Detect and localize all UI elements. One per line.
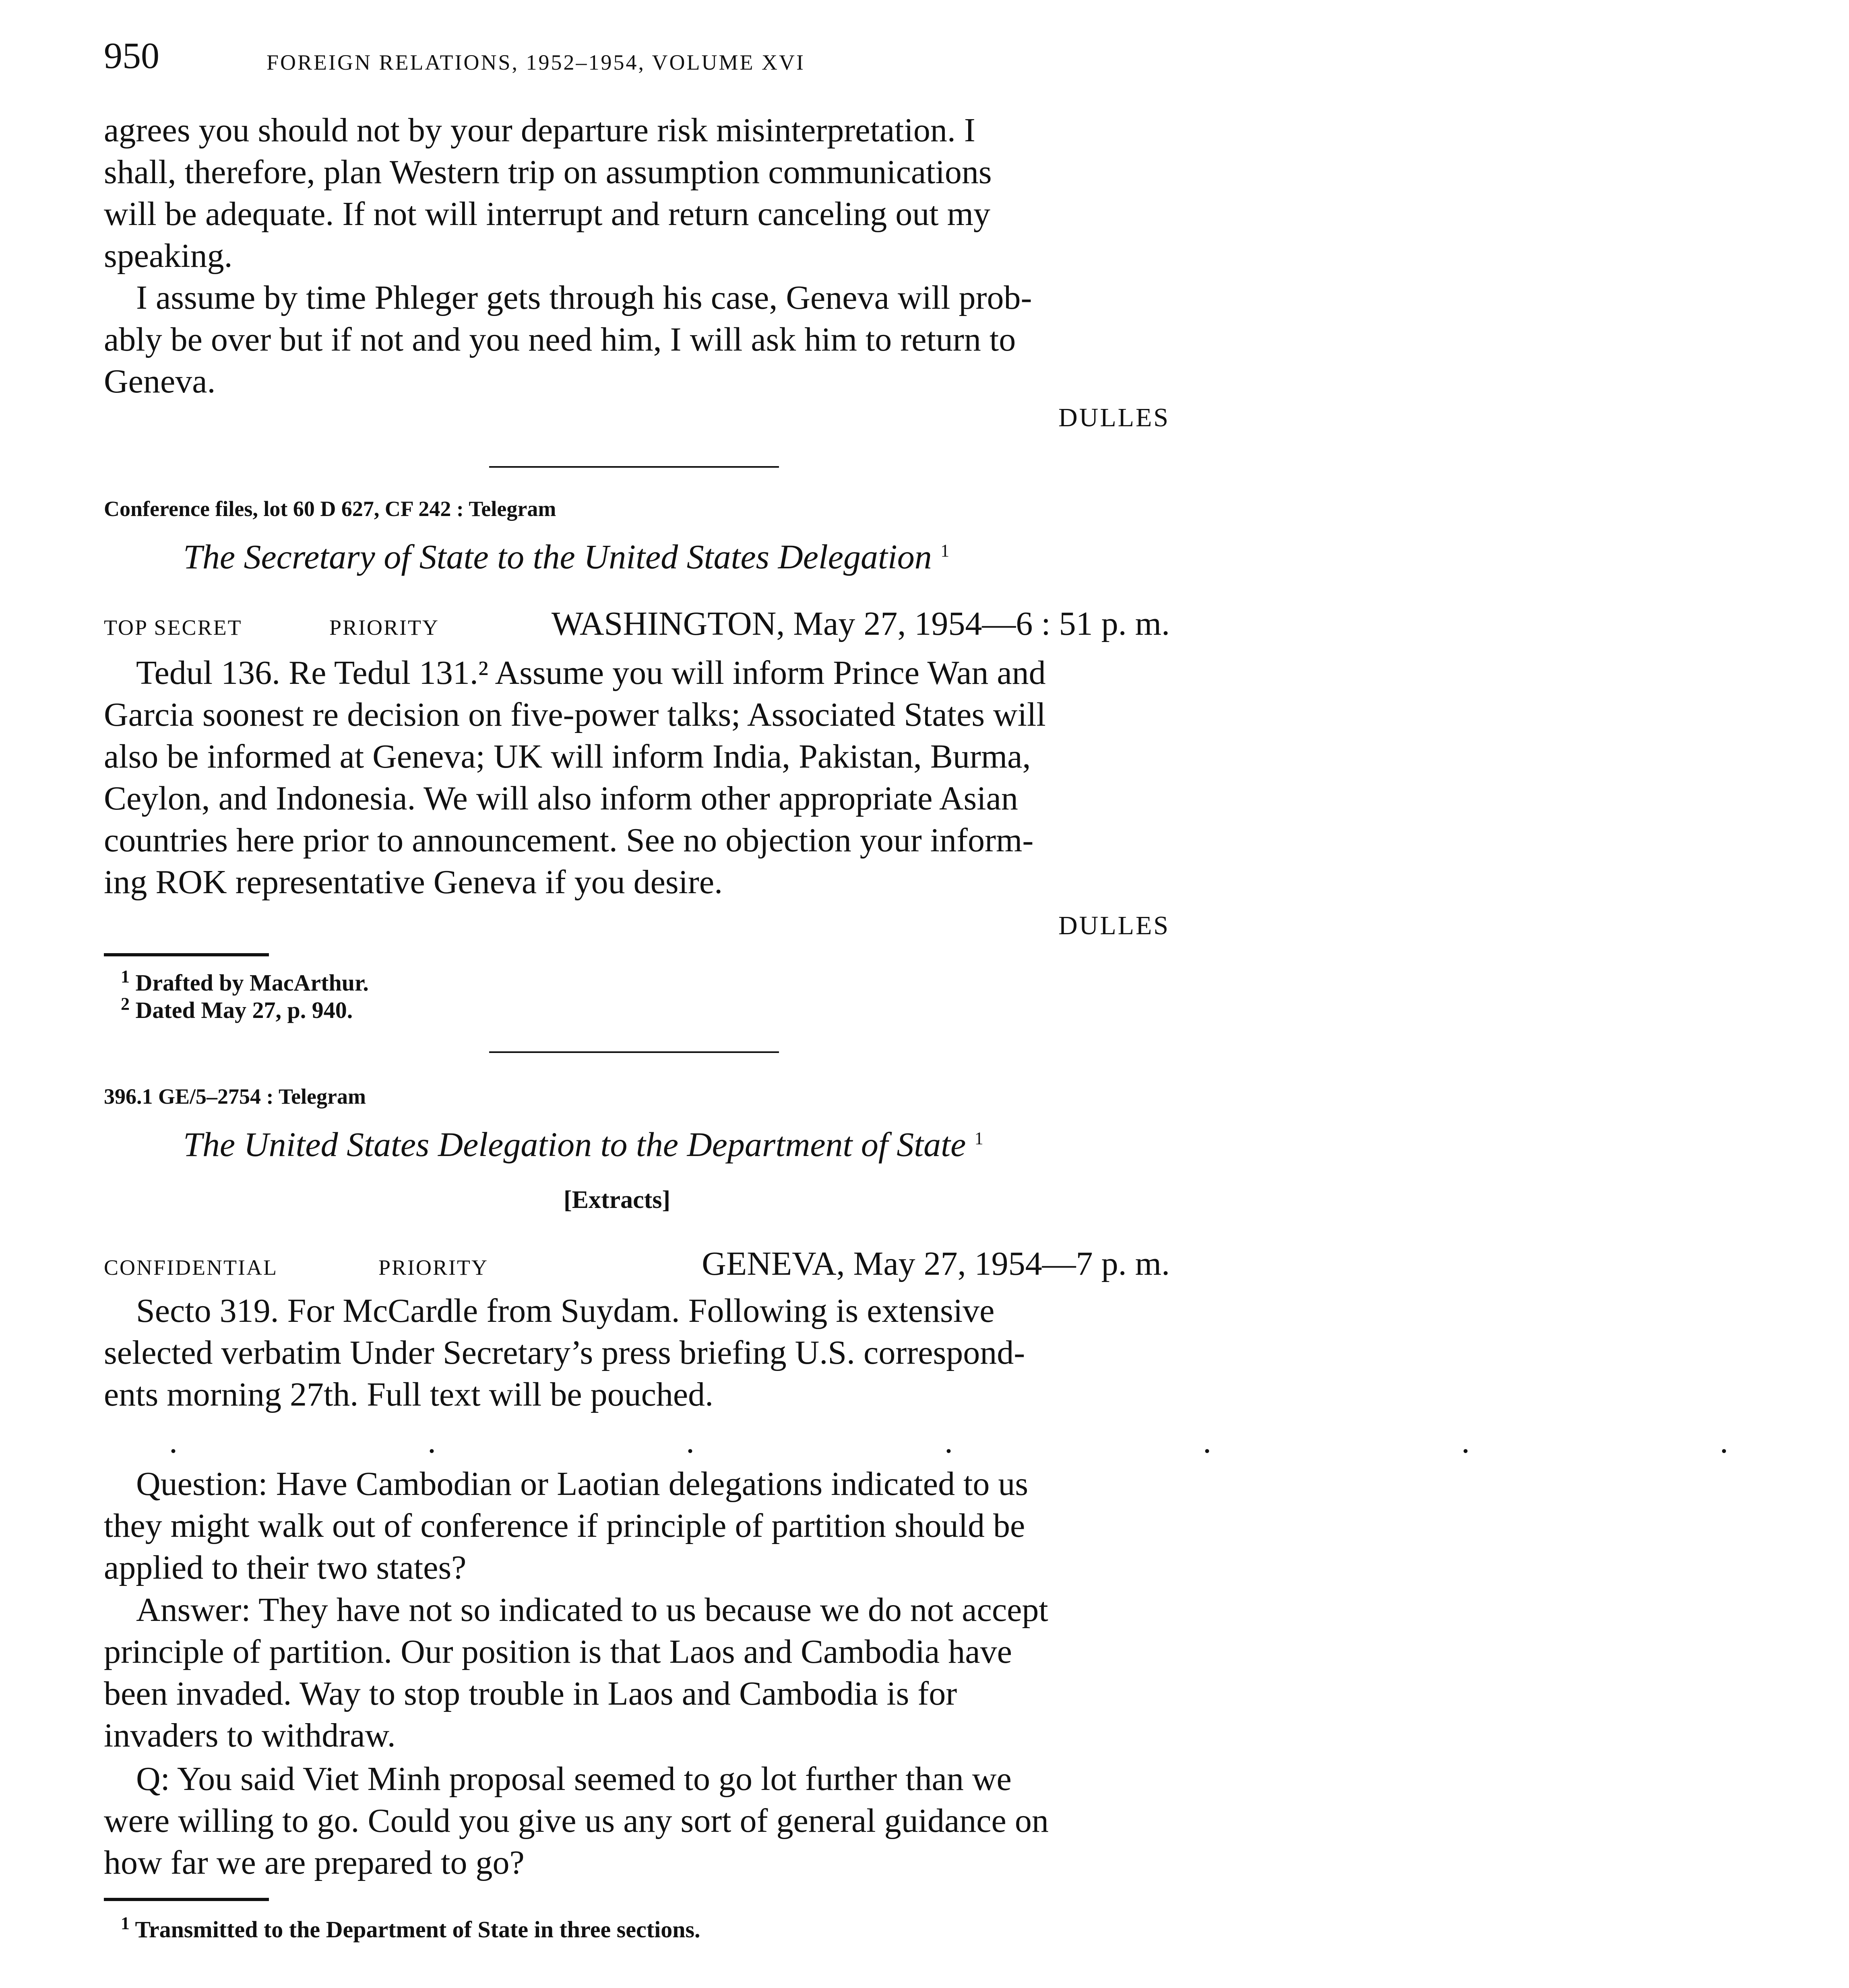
running-title: FOREIGN RELATIONS, 1952–1954, VOLUME XVI — [267, 50, 805, 74]
footnote-text: Transmitted to the Department of State in three sections. — [135, 1916, 700, 1943]
section-divider — [489, 1051, 779, 1053]
footnote — [121, 1913, 700, 1943]
footnote-text: Drafted by MacArthur. — [135, 970, 369, 996]
footnote-marker: 1 — [121, 966, 130, 987]
text-line: selected verbatim Under Secretary’s press briefing U.S. correspond- — [104, 1334, 1025, 1371]
document-title — [183, 539, 949, 574]
document-title-text: The United States Delegation to the Department of State — [183, 1125, 966, 1164]
text-line: also be informed at Geneva; UK will inform India, Pakistan, Burma, — [104, 738, 1031, 775]
text-line: ing ROK representative Geneva if you desire. — [104, 863, 723, 901]
footnote — [121, 966, 369, 996]
text-line: I assume by time Phleger gets through his case, Geneva will prob- — [136, 279, 1032, 316]
text-line: invaders to withdraw. — [104, 1717, 396, 1754]
text-line: Question: Have Cambodian or Laotian delegations indicated to us — [136, 1465, 1029, 1503]
text-line: Tedul 136. Re Tedul 131.² Assume you will inform Prince Wan and — [136, 654, 1046, 692]
text-line: been invaded. Way to stop trouble in Laos and Cambodia is for — [104, 1675, 957, 1712]
section-divider — [489, 466, 779, 468]
question-paragraph — [104, 1758, 1171, 1884]
signature: DULLES — [1058, 911, 1170, 940]
text-line: ably be over but if not and you need him, I will ask him to return to — [104, 321, 1016, 358]
text-line: will be adequate. If not will interrupt and return canceling out my — [104, 195, 990, 233]
footnote-text: Dated May 27, p. 940. — [135, 997, 353, 1023]
place-date: GENEVA, May 27, 1954—7 p. m. — [702, 1245, 1170, 1282]
text-line: Garcia soonest re decision on five-power talks; Associated States will — [104, 696, 1046, 733]
footnote — [121, 994, 353, 1023]
telegram-body — [104, 652, 1171, 903]
source-citation: 396.1 GE/5–2754 : Telegram — [104, 1084, 366, 1109]
question-paragraph — [104, 1463, 1171, 1589]
document-title — [183, 1127, 983, 1162]
ellipsis-row: . . . . . . . — [169, 1423, 1849, 1460]
text-line: they might walk out of conference if principle of partition should be — [104, 1507, 1025, 1544]
text-line: applied to their two states? — [104, 1549, 467, 1586]
place-date: WASHINGTON, May 27, 1954—6 : 51 p. m. — [551, 605, 1170, 642]
text-line: Answer: They have not so indicated to us because we do not accept — [136, 1591, 1048, 1629]
text-line: were willing to go. Could you give us any sort of general guidance on — [104, 1802, 1049, 1839]
text-line: shall, therefore, plan Western trip on assumption communications — [104, 153, 992, 191]
priority: PRIORITY — [329, 615, 440, 640]
text-line: ents morning 27th. Full text will be pouched. — [104, 1376, 714, 1413]
text-line: Q: You said Viet Minh proposal seemed to go lot further than we — [136, 1760, 1012, 1798]
footnote-rule — [104, 1898, 269, 1901]
source-citation: Conference files, lot 60 D 627, CF 242 : Telegram — [104, 497, 556, 521]
text-line: Ceylon, and Indonesia. We will also inform other appropriate Asian — [104, 780, 1018, 817]
extracts-label: [Extracts] — [564, 1186, 671, 1214]
page-number: 950 — [104, 35, 159, 76]
signature: DULLES — [1058, 403, 1170, 432]
classification: CONFIDENTIAL — [104, 1255, 278, 1280]
footnote-marker: 1 — [940, 541, 950, 561]
classification: TOP SECRET — [104, 615, 242, 640]
answer-paragraph — [104, 1589, 1171, 1757]
previous-telegram-ending — [104, 109, 1171, 403]
priority: PRIORITY — [378, 1255, 489, 1280]
footnote-marker: 1 — [974, 1128, 983, 1148]
text-line: Secto 319. For McCardle from Suydam. Following is extensive — [136, 1292, 995, 1329]
telegram-body — [104, 1290, 1171, 1416]
footnote-marker: 2 — [121, 994, 130, 1014]
footnote-marker: 1 — [121, 1913, 130, 1933]
document-title-text: The Secretary of State to the United States Delegation — [183, 537, 932, 576]
text-line: agrees you should not by your departure risk misinterpretation. I — [104, 111, 975, 149]
text-line: countries here prior to announcement. See no objection your inform- — [104, 822, 1034, 859]
text-line: speaking. — [104, 237, 233, 275]
footnote-rule — [104, 953, 269, 956]
text-line: principle of partition. Our position is that Laos and Cambodia have — [104, 1633, 1012, 1670]
text-line: Geneva. — [104, 363, 216, 400]
text-line: how far we are prepared to go? — [104, 1844, 525, 1881]
